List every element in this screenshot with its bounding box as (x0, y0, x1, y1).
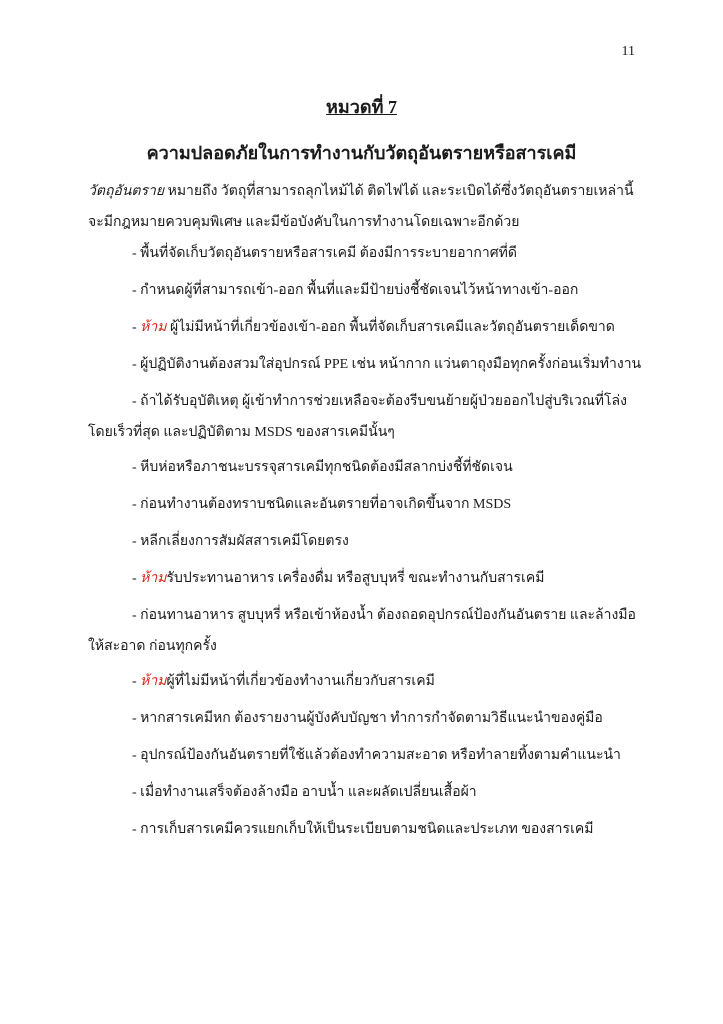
rule-item (88, 489, 648, 520)
rule-item (88, 814, 648, 845)
page-number: 11 (621, 44, 635, 59)
section-title: ความปลอดภัยในการทำงานกับวัตถุอันตรายหรือสารเคมี (146, 143, 577, 163)
rule-text: อุปกรณ์ป้องกันอันตรายที่ใช้แล้วต้องทำความสะอาด หรือทำลายทิ้งตามคำแนะนำ (140, 748, 621, 763)
rule-text: รับประทานอาหาร เครื่องดื่ม หรือสูบบุหรี่ ขณะทำงานกับสารเคมี (166, 571, 545, 586)
rule-prohibit-label: ห้าม (140, 674, 167, 689)
rule-item (88, 386, 648, 448)
rule-prefix: - (132, 711, 141, 726)
rule-text: ผู้ที่ไม่มีหน้าที่เกี่ยวข้องทำงานเกี่ยวกับสารเคมี (166, 674, 435, 689)
rule-prohibit-label: ห้าม (140, 571, 167, 586)
rule-prefix: - (132, 394, 141, 409)
rule-prohibit-label: ห้าม (140, 320, 167, 335)
rule-item (88, 666, 648, 697)
rule-prefix: - (132, 785, 141, 800)
rule-prefix: - (132, 283, 141, 298)
rule-prefix: - (132, 571, 141, 586)
rule-item (88, 526, 648, 557)
rule-text: ถ้าได้รับอุบัติเหตุ ผู้เข้าทำการช่วยเหลือจะต้องรีบขนย้ายผู้ป่วยออกไปสู่บริเวณที่โล่งโดยเร็วที่สุด และปฏิบัติตาม MSDS ของสารเคมีนั้นๆ (88, 394, 627, 440)
rule-prefix: - (132, 674, 141, 689)
safety-rules-list (88, 238, 648, 851)
rule-item (88, 703, 648, 734)
rule-item (88, 777, 648, 808)
rule-prefix: - (132, 320, 141, 335)
rule-text: เมื่อทำงานเสร็จต้องล้างมือ อาบน้ำ และผลัดเปลี่ยนเสื้อผ้า (140, 785, 477, 800)
rule-text: หีบห่อหรือภาชนะบรรจุสารเคมีทุกชนิดต้องมีสลากบ่งชี้ที่ชัดเจน (140, 460, 513, 475)
rule-text: ก่อนทำงานต้องทราบชนิดและอันตรายที่อาจเกิดขึ้นจาก MSDS (140, 497, 512, 512)
rule-item (88, 600, 648, 662)
rule-text: หลีกเลี่ยงการสัมผัสสารเคมีโดยตรง (140, 534, 349, 549)
rule-text: การเก็บสารเคมีควรแยกเก็บให้เป็นระเบียบตามชนิดและประเภท ของสารเคมี (140, 822, 594, 837)
rule-prefix: - (132, 822, 141, 837)
rule-prefix: - (132, 748, 141, 763)
rule-text: ผู้ไม่มีหน้าที่เกี่ยวข้องเข้า-ออก พื้นที่จัดเก็บสารเคมีและวัตถุอันตรายเด็ดขาด (166, 320, 615, 335)
rule-item (88, 312, 648, 343)
rule-item (88, 238, 648, 269)
rule-prefix: - (132, 497, 141, 512)
rule-prefix: - (132, 608, 141, 623)
chapter-heading: หมวดที่ 7 (326, 97, 397, 117)
rule-prefix: - (132, 246, 141, 261)
intro-paragraph (88, 176, 648, 238)
rule-item (88, 349, 648, 380)
rule-text: หากสารเคมีหก ต้องรายงานผู้บังคับบัญชา ทำการกำจัดตามวิธีแนะนำของคู่มือ (140, 711, 603, 726)
intro-text: หมายถึง วัตถุที่สามารถลุกไหม้ได้ ติดไฟได้ และระเบิดได้ซึ่งวัตถุอันตรายเหล่านี้จะมีกฎหมายควบคุมพิเศษ และมีข้อบังคับในการทำงานโดยเฉพาะอีกด้วย (88, 184, 634, 230)
rule-prefix: - (132, 534, 141, 549)
rule-prefix: - (132, 460, 141, 475)
rule-item (88, 275, 648, 306)
rule-text: กำหนดผู้ที่สามารถเข้า-ออก พื้นที่และมีป้ายบ่งชี้ชัดเจนไว้หน้าทางเข้า-ออก (140, 283, 579, 298)
rule-item (88, 452, 648, 483)
intro-term: วัตถุอันตราย (88, 184, 165, 199)
rule-text: พื้นที่จัดเก็บวัตถุอันตรายหรือสารเคมี ต้องมีการระบายอากาศที่ดี (140, 246, 517, 261)
rule-text: ก่อนทานอาหาร สูบบุหรี่ หรือเข้าห้องน้ำ ต้องถอดอุปกรณ์ป้องกันอันตราย และล้างมือให้สะอาด ก่อนทุกครั้ง (88, 608, 636, 654)
rule-item (88, 740, 648, 771)
rule-text: ผู้ปฏิบัติงานต้องสวมใส่อุปกรณ์ PPE เช่น หน้ากาก แว่นตาถุงมือทุกครั้งก่อนเริ่มทำงาน (140, 357, 642, 372)
rule-prefix: - (132, 357, 141, 372)
rule-item (88, 563, 648, 594)
